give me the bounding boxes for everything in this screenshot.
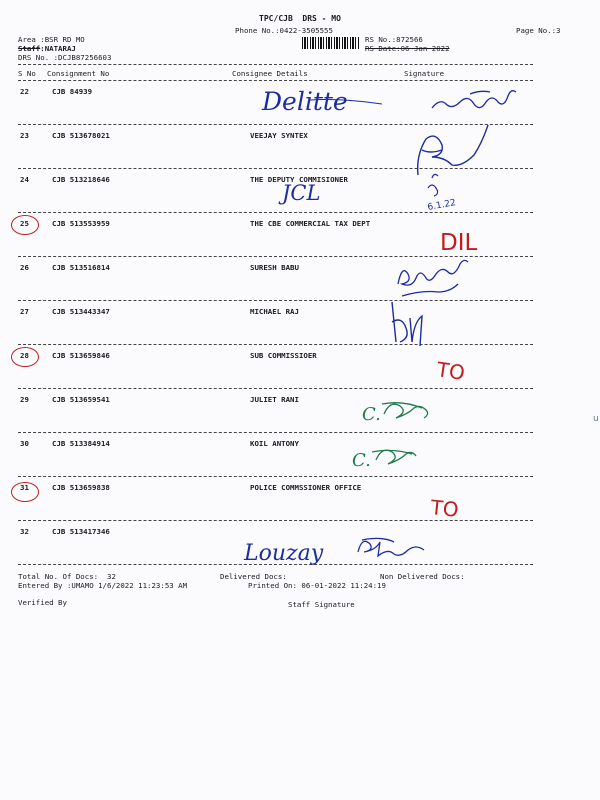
circle-mark-row25	[11, 215, 39, 235]
row-sno: 26	[20, 263, 29, 272]
verified-by: Verified By	[18, 598, 67, 607]
rs-date: RS Date:06-Jan-2022	[365, 44, 450, 53]
non-delivered-docs: Non Delivered Docs:	[380, 572, 465, 581]
row-consignee: SUB COMMISSIOER	[250, 351, 317, 360]
col-signature: Signature	[404, 69, 445, 78]
entered-by: Entered By :UMAMO 1/6/2022 11:23:53 AM	[18, 581, 188, 590]
row-consignee: KOIL ANTONY	[250, 439, 299, 448]
printed-on: Printed On: 06-01-2022 11:24:19	[248, 581, 386, 590]
row-consignment-no: CJB 513659838	[52, 483, 110, 492]
row-consignment-no: CJB 513384914	[52, 439, 110, 448]
staff-value: :NATARAJ	[40, 44, 76, 53]
rs-number: RS No.:872566	[365, 35, 423, 44]
circle-mark-row31	[11, 482, 39, 502]
col-consignee: Consignee Details	[232, 69, 308, 78]
row-consignee: VEEJAY SYNTEX	[250, 131, 308, 140]
sheet-title: TPC/CJB DRS - MO	[259, 14, 341, 23]
drs-number: DRS No. :DCJB87256603	[18, 53, 112, 62]
col-consignment: Consignment No	[47, 69, 110, 78]
row-consignment-no: CJB 513443347	[52, 307, 110, 316]
signature-row-32	[358, 538, 424, 556]
row-consignment-no: CJB 513417346	[52, 527, 110, 536]
row-consignment-no: CJB 513678021	[52, 131, 110, 140]
row-consignee: MICHAEL RAJ	[250, 307, 299, 316]
handwritten-name-row22: Delitte	[262, 87, 348, 116]
phone-number: Phone No.:0422-3505555	[235, 26, 333, 35]
row-sno: 30	[20, 439, 29, 448]
staff-label: Staff	[18, 44, 41, 53]
handwritten-mark-row28: TO	[435, 357, 467, 385]
page-number: Page No.:3	[516, 26, 561, 35]
handwritten-name-row32: Louzay	[244, 541, 324, 566]
signature-row-30	[372, 450, 416, 464]
handwritten-mark-row30: C.	[352, 450, 371, 471]
handwritten-mark-row31: TO	[429, 495, 460, 522]
handwritten-initials-row24: JCL	[282, 181, 321, 205]
handwritten-mark-row25: DIL	[440, 230, 478, 256]
row-sno: 29	[20, 395, 29, 404]
row-consignee: THE DEPUTY COMMISIONER	[250, 175, 348, 184]
row-sno: 31	[20, 483, 29, 492]
row-consignee: SURESH BABU	[250, 263, 299, 272]
row-sno: 27	[20, 307, 29, 316]
row-consignee: THE CBE COMMERCIAL TAX DEPT	[250, 219, 371, 228]
row-consignee: JULIET RANI	[250, 395, 299, 404]
signature-row-27	[392, 302, 422, 346]
signature-row-24	[428, 174, 438, 196]
row-sno: 23	[20, 131, 29, 140]
row-consignment-no: CJB 84939	[52, 87, 93, 96]
signature-row-23	[418, 125, 488, 175]
row-sno: 22	[20, 87, 29, 96]
signature-row-26	[398, 260, 468, 296]
row-sno: 28	[20, 351, 29, 360]
row-sno: 32	[20, 527, 29, 536]
row-consignment-no: CJB 513553959	[52, 219, 110, 228]
row-consignment-no: CJB 513659846	[52, 351, 110, 360]
row-consignment-no: CJB 513659541	[52, 395, 110, 404]
area-field: Area :BSR RD MO	[18, 35, 85, 44]
signature-row-22	[432, 91, 516, 108]
row-consignee: POLICE COMMSSIONER OFFICE	[250, 483, 362, 492]
delivered-docs: Delivered Docs:	[220, 572, 287, 581]
handwritten-date-row24: 6.1.22	[426, 198, 457, 213]
row-sno: 25	[20, 219, 29, 228]
total-docs: Total No. Of Docs: 32	[18, 572, 116, 581]
row-consignment-no: CJB 513218646	[52, 175, 110, 184]
circle-mark-row28	[11, 347, 39, 367]
signature-row-29	[382, 403, 428, 418]
row-sno: 24	[20, 175, 29, 184]
handwritten-mark-row29: C.	[362, 404, 381, 425]
col-sno: S No	[18, 69, 36, 78]
staff-signature: Staff Signature	[288, 600, 355, 609]
row-consignment-no: CJB 513516814	[52, 263, 110, 272]
scan-mark: u	[593, 414, 599, 424]
